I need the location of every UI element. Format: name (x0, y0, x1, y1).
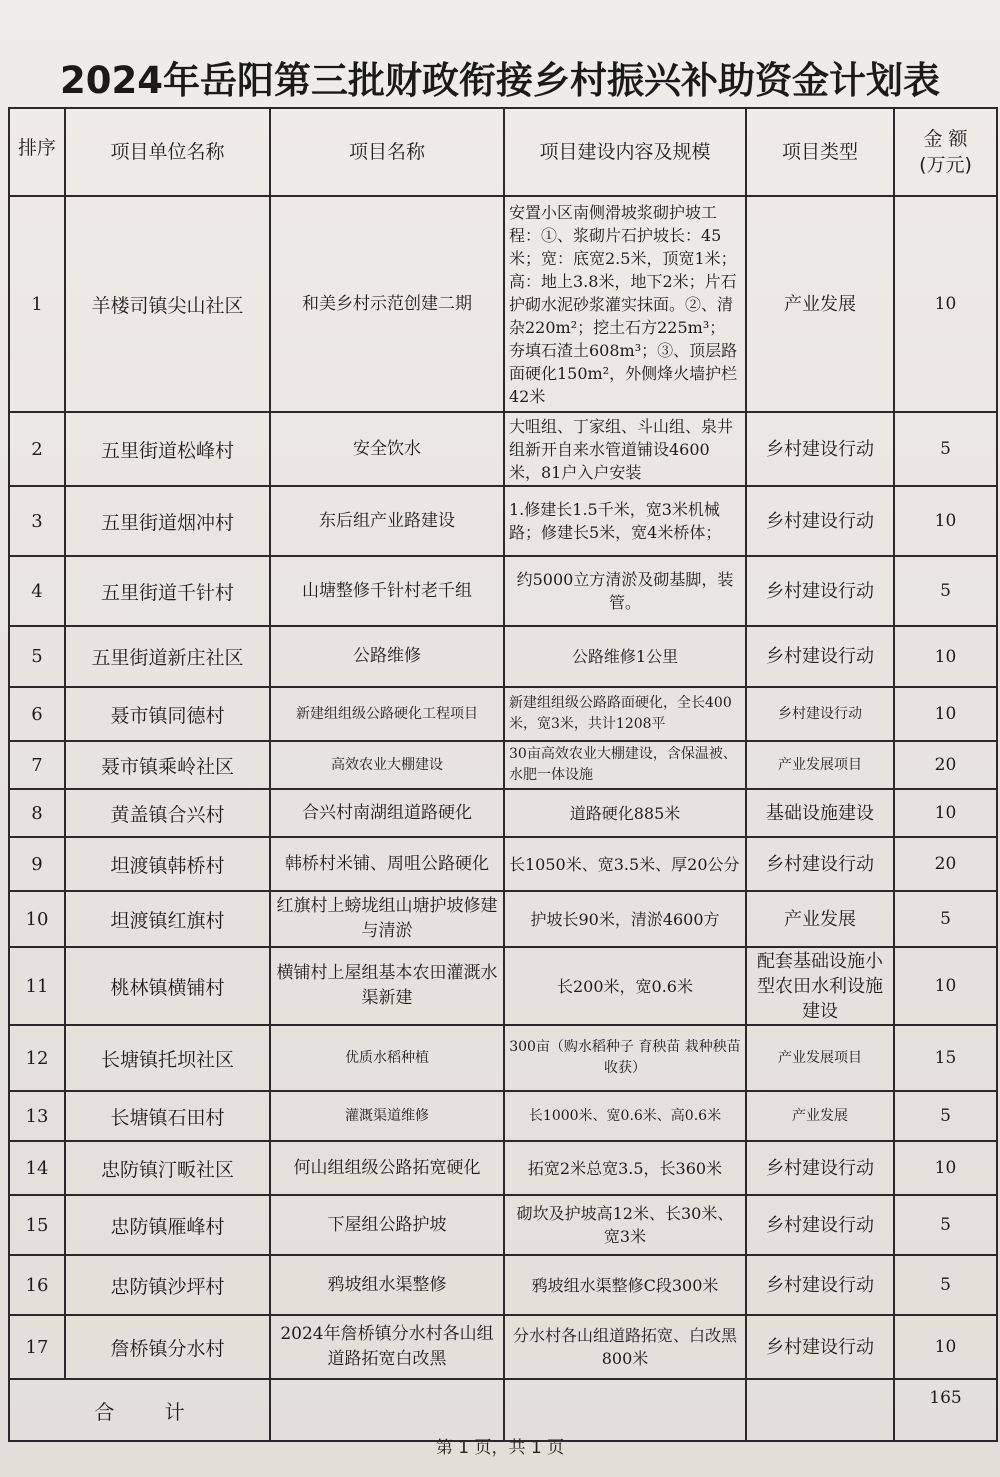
row-content: 1.修建长1.5千米，宽3米机械路；修建长5米，宽4米桥体； (504, 486, 746, 556)
row-content: 公路维修1公里 (504, 626, 746, 687)
header-amount (894, 108, 997, 196)
row-amount: 5 (894, 556, 997, 626)
header-unit: 项目单位名称 (65, 108, 270, 196)
table-row (9, 1091, 997, 1141)
row-amount: 20 (894, 837, 997, 891)
row-unit: 桃林镇横铺村 (65, 947, 270, 1025)
row-unit: 詹桥镇分水村 (65, 1315, 270, 1379)
header-type: 项目类型 (746, 108, 894, 196)
row-amount: 10 (894, 1141, 997, 1195)
row-seq: 11 (9, 947, 65, 1025)
row-unit: 忠防镇汀畈社区 (65, 1141, 270, 1195)
row-unit: 五里街道烟冲村 (65, 486, 270, 556)
table-row (9, 196, 997, 412)
row-amount: 20 (894, 741, 997, 789)
row-content: 长200米，宽0.6米 (504, 947, 746, 1025)
row-amount: 5 (894, 891, 997, 947)
page-footer: 第 1 页，共 1 页 (435, 1438, 565, 1458)
row-amount: 10 (894, 1315, 997, 1379)
row-type: 乡村建设行动 (746, 486, 894, 556)
row-name: 鸦坡组水渠整修 (270, 1255, 504, 1315)
row-seq: 10 (9, 891, 65, 947)
table-row (9, 412, 997, 486)
row-type: 乡村建设行动 (746, 556, 894, 626)
row-seq: 8 (9, 789, 65, 837)
row-unit: 坦渡镇韩桥村 (65, 837, 270, 891)
row-name: 高效农业大棚建设 (270, 741, 504, 789)
total-row (9, 1379, 997, 1441)
header-amount-line1: 金 额 (923, 128, 968, 150)
row-type: 乡村建设行动 (746, 1255, 894, 1315)
row-content: 长1000米、宽0.6米、高0.6米 (504, 1091, 746, 1141)
table-row (9, 486, 997, 556)
row-unit: 长塘镇托坝社区 (65, 1025, 270, 1091)
row-amount: 10 (894, 626, 997, 687)
row-content: 拓宽2米总宽3.5，长360米 (504, 1141, 746, 1195)
row-name: 下屋组公路护坡 (270, 1195, 504, 1255)
row-amount: 5 (894, 1255, 997, 1315)
row-amount: 10 (894, 947, 997, 1025)
row-type: 产业发展 (746, 1091, 894, 1141)
row-name: 横铺村上屋组基本农田灌溉水渠新建 (270, 947, 504, 1025)
row-content: 新建组组级公路路面硬化，全长400米，宽3米，共计1208平 (504, 687, 746, 741)
row-unit: 聂市镇同德村 (65, 687, 270, 741)
table-row (9, 837, 997, 891)
row-content: 砌坎及护坡高12米、长30米、宽3米 (504, 1195, 746, 1255)
row-unit: 五里街道新庄社区 (65, 626, 270, 687)
table-row (9, 741, 997, 789)
header-amount-line2: (万元) (919, 154, 972, 176)
row-unit: 黄盖镇合兴村 (65, 789, 270, 837)
row-name: 山塘整修千针村老千组 (270, 556, 504, 626)
table-row (9, 687, 997, 741)
total-amount: 165 (894, 1379, 997, 1441)
row-name: 红旗村上螃垅组山塘护坡修建与清淤 (270, 891, 504, 947)
row-content: 大咀组、丁家组、斗山组、泉井组新开自来水管道铺设4600米，81户入户安装 (504, 412, 746, 486)
row-amount: 5 (894, 1091, 997, 1141)
row-name: 公路维修 (270, 626, 504, 687)
row-amount: 15 (894, 1025, 997, 1091)
total-empty-type (746, 1379, 894, 1441)
row-seq: 12 (9, 1025, 65, 1091)
row-seq: 4 (9, 556, 65, 626)
table-row (9, 891, 997, 947)
row-name: 韩桥村米铺、周咀公路硬化 (270, 837, 504, 891)
row-seq: 15 (9, 1195, 65, 1255)
header-name: 项目名称 (270, 108, 504, 196)
row-seq: 13 (9, 1091, 65, 1141)
row-content: 约5000立方清淤及砌基脚，装管。 (504, 556, 746, 626)
row-type: 产业发展 (746, 196, 894, 412)
row-unit: 聂市镇乘岭社区 (65, 741, 270, 789)
row-seq: 3 (9, 486, 65, 556)
row-seq: 7 (9, 741, 65, 789)
row-name: 安全饮水 (270, 412, 504, 486)
row-name: 新建组组级公路硬化工程项目 (270, 687, 504, 741)
row-unit: 五里街道千针村 (65, 556, 270, 626)
row-seq: 2 (9, 412, 65, 486)
row-content: 鸦坡组水渠整修C段300米 (504, 1255, 746, 1315)
row-amount: 10 (894, 687, 997, 741)
row-unit: 忠防镇沙坪村 (65, 1255, 270, 1315)
row-name: 何山组组级公路拓宽硬化 (270, 1141, 504, 1195)
row-seq: 17 (9, 1315, 65, 1379)
row-content: 长1050米、宽3.5米、厚20公分 (504, 837, 746, 891)
row-unit: 忠防镇雁峰村 (65, 1195, 270, 1255)
row-type: 乡村建设行动 (746, 837, 894, 891)
table-row (9, 1255, 997, 1315)
row-type: 产业发展项目 (746, 1025, 894, 1091)
row-amount: 10 (894, 196, 997, 412)
row-content: 安置小区南侧滑坡浆砌护坡工程：①、浆砌片石护坡长：45米；宽：底宽2.5米，顶宽1米；高：地上3.8米，地下2米；片石护砌水泥砂浆灌实抹面。②、清杂220m²；挖土石方225m³；夯填石渣土608m³；③、顶层路面硬化150m²，外侧烽火墙护栏42米 (504, 196, 746, 412)
header-seq: 排序 (9, 108, 65, 196)
table-row (9, 1315, 997, 1379)
row-name: 合兴村南湖组道路硬化 (270, 789, 504, 837)
row-type: 配套基础设施小型农田水利设施建设 (746, 947, 894, 1025)
row-name: 灌溉渠道维修 (270, 1091, 504, 1141)
row-type: 乡村建设行动 (746, 412, 894, 486)
row-type: 乡村建设行动 (746, 1141, 894, 1195)
row-type: 乡村建设行动 (746, 1195, 894, 1255)
table-header-row (9, 108, 997, 196)
row-type: 乡村建设行动 (746, 626, 894, 687)
total-label: 合 计 (9, 1379, 270, 1441)
row-content: 300亩（购水稻种子 育秧苗 栽种秧苗 收获） (504, 1025, 746, 1091)
row-name: 和美乡村示范创建二期 (270, 196, 504, 412)
row-content: 道路硬化885米 (504, 789, 746, 837)
row-seq: 5 (9, 626, 65, 687)
row-seq: 6 (9, 687, 65, 741)
row-amount: 5 (894, 1195, 997, 1255)
table-row (9, 1025, 997, 1091)
row-type: 基础设施建设 (746, 789, 894, 837)
row-unit: 坦渡镇红旗村 (65, 891, 270, 947)
total-empty-name (270, 1379, 504, 1441)
row-amount: 10 (894, 789, 997, 837)
table-row (9, 789, 997, 837)
table-row (9, 556, 997, 626)
row-unit: 长塘镇石田村 (65, 1091, 270, 1141)
row-type: 产业发展项目 (746, 741, 894, 789)
row-content: 30亩高效农业大棚建设，含保温被、水肥一体设施 (504, 741, 746, 789)
row-seq: 14 (9, 1141, 65, 1195)
total-empty-content (504, 1379, 746, 1441)
table-row (9, 1141, 997, 1195)
row-name: 东后组产业路建设 (270, 486, 504, 556)
table-row (9, 947, 997, 1025)
page-title: 2024年岳阳第三批财政衔接乡村振兴补助资金计划表 (60, 59, 940, 102)
header-content: 项目建设内容及规模 (504, 108, 746, 196)
row-amount: 10 (894, 486, 997, 556)
row-seq: 9 (9, 837, 65, 891)
row-type: 产业发展 (746, 891, 894, 947)
row-unit: 五里街道松峰村 (65, 412, 270, 486)
row-amount: 5 (894, 412, 997, 486)
row-name: 2024年詹桥镇分水村各山组道路拓宽白改黑 (270, 1315, 504, 1379)
row-content: 分水村各山组道路拓宽、白改黑800米 (504, 1315, 746, 1379)
row-type: 乡村建设行动 (746, 1315, 894, 1379)
row-unit: 羊楼司镇尖山社区 (65, 196, 270, 412)
row-content: 护坡长90米，清淤4600方 (504, 891, 746, 947)
row-name: 优质水稻种植 (270, 1025, 504, 1091)
funding-plan-table (8, 107, 998, 1442)
table-row (9, 1195, 997, 1255)
row-seq: 16 (9, 1255, 65, 1315)
row-type: 乡村建设行动 (746, 687, 894, 741)
table-row (9, 626, 997, 687)
row-seq: 1 (9, 196, 65, 412)
